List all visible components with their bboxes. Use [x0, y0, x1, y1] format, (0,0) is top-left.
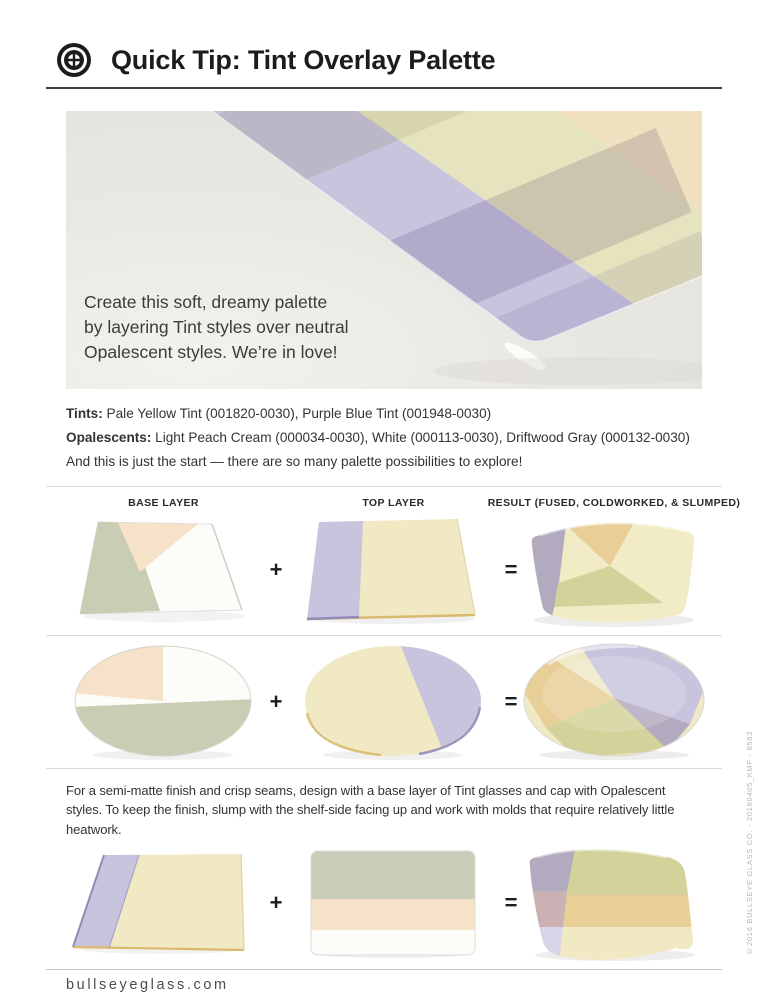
column-header-base-layer: BASE LAYER [128, 496, 199, 509]
row1-base-layer-image [74, 516, 254, 624]
column-headers-row [66, 487, 741, 511]
row3-top-layer-image [306, 847, 481, 959]
plus-operator-row2: + [269, 688, 283, 714]
equals-operator-row2: = [504, 688, 518, 714]
demo-row-squares [66, 511, 702, 629]
tints-line [66, 402, 702, 426]
page-title: Quick Tip: Tint Overlay Palette [111, 44, 496, 75]
hero-caption-line-3: Opalescent styles. We’re in love! [84, 342, 338, 363]
row3-base-layer-image [71, 851, 256, 955]
column-header-result: RESULT (FUSED, COLDWORKED, & SLUMPED) [487, 496, 741, 509]
copyright-side-credit: ©2016 BULLSEYE GLASS CO. - 20160405_KMF - 8583 [745, 731, 754, 956]
plus-operator-row3: + [269, 890, 283, 916]
row2-base-layer-image [71, 643, 256, 761]
row1-result-image [518, 511, 710, 629]
hero-photo [66, 111, 702, 389]
equals-operator-row3: = [504, 890, 518, 916]
row-divider-2 [46, 768, 722, 769]
opalescents-value: Light Peach Cream (000034-0030), White (000113-0030), Driftwood Gray (000132-0030) [151, 430, 690, 446]
row2-result-image [518, 642, 710, 762]
masthead [46, 42, 722, 78]
row2-top-layer-image [301, 643, 486, 761]
opalescents-label: Opalescents: [66, 430, 152, 446]
hero-caption-line-1: Create this soft, dreamy palette [84, 292, 328, 313]
footer-divider [46, 969, 722, 970]
tip-note: For a semi-matte finish and crisp seams, design with a base layer of Tint glasses and cap with Opalescent styles. To keep the finish, slump with the shelf-side facing up and work with molds that require relatively little heatwork. [66, 782, 675, 837]
demo-row-capped [66, 843, 702, 963]
equals-operator-row1: = [504, 556, 518, 582]
tints-label: Tints: [66, 406, 103, 421]
column-header-top-layer: TOP LAYER [362, 496, 425, 509]
tints-value: Pale Yellow Tint (001820-0030), Purple Blue Tint (001948-0030) [102, 406, 492, 421]
bullseye-logo-icon [56, 42, 92, 78]
intro-note: And this is just the start — there are so many palette possibilities to explore! [66, 454, 523, 470]
row3-result-image [515, 843, 713, 963]
header-divider [46, 87, 722, 89]
hero-caption [84, 290, 349, 365]
hero-caption-line-2: by layering Tint styles over neutral [84, 317, 349, 338]
row1-top-layer-image [305, 514, 483, 626]
demo-row-circles [66, 642, 702, 762]
row-divider-1 [46, 635, 722, 636]
materials-list [66, 402, 702, 475]
opalescents-line [66, 426, 702, 450]
plus-operator-row1: + [269, 556, 283, 582]
website-link[interactable]: bullseyeglass.com [66, 977, 229, 994]
